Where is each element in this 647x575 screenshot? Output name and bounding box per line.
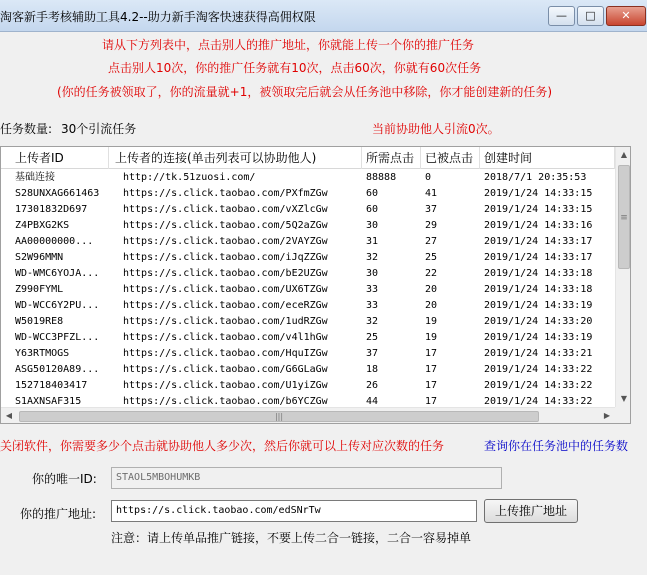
notice-line-3: (你的任务被领取了，你的流量就+1，被领取完后就会从任务池中移除，你才能创建新的任务): [57, 85, 553, 99]
cell-clicked: 37: [425, 204, 438, 215]
cell-link: https://s.click.taobao.com/HquIZGw: [123, 348, 328, 359]
cell-clicked: 29: [425, 220, 438, 231]
column-header-created-time[interactable]: 创建时间: [480, 147, 615, 169]
cell-required-clicks: 88888: [366, 172, 397, 183]
cell-required-clicks: 33: [366, 284, 379, 295]
cell-link: https://s.click.taobao.com/b6YCZGw: [123, 396, 328, 407]
cell-link: https://s.click.taobao.com/bE2UZGw: [123, 268, 328, 279]
close-button[interactable]: ✕: [606, 6, 646, 26]
column-header-clicked[interactable]: 已被点击: [421, 147, 480, 169]
promo-url-input[interactable]: https://s.click.taobao.com/edSNrTw: [111, 500, 477, 522]
cell-clicked: 25: [425, 252, 438, 263]
cell-link: https://s.click.taobao.com/PXfmZGw: [123, 188, 328, 199]
cell-uploader-id: Y63RTMOGS: [15, 348, 70, 359]
cell-created-time: 2019/1/24 14:33:15: [484, 188, 593, 199]
table-row[interactable]: [1, 218, 615, 234]
cell-link: https://s.click.taobao.com/vXZlcGw: [123, 204, 328, 215]
cell-clicked: 19: [425, 316, 438, 327]
notice-line-2: 点击别人10次，你的推广任务就有10次，点击60次，你就有60次任务: [108, 61, 482, 75]
warning-text: 关闭软件，你需要多少个点击就协助他人多少次，然后你就可以上传对应次数的任务: [0, 439, 445, 453]
cell-uploader-id: W5019RE8: [15, 316, 64, 327]
cell-required-clicks: 32: [366, 252, 379, 263]
task-table[interactable]: [0, 146, 631, 424]
scroll-right-arrow-icon[interactable]: ▶: [603, 411, 611, 420]
cell-link: https://s.click.taobao.com/v4l1hGw: [123, 332, 328, 343]
cell-link: https://s.click.taobao.com/2VAYZGw: [123, 236, 328, 247]
title-bar: [0, 0, 647, 32]
scroll-down-arrow-icon[interactable]: ▼: [620, 394, 628, 403]
cell-required-clicks: 25: [366, 332, 379, 343]
cell-clicked: 17: [425, 364, 438, 375]
query-tasks-link[interactable]: 查询你在任务池中的任务数: [484, 439, 629, 453]
cell-required-clicks: 30: [366, 220, 379, 231]
minimize-button[interactable]: —: [548, 6, 575, 26]
cell-link: https://s.click.taobao.com/U1yiZGw: [123, 380, 328, 391]
cell-created-time: 2019/1/24 14:33:19: [484, 332, 593, 343]
task-count-value: 30个引流任务: [61, 122, 137, 136]
cell-clicked: 17: [425, 348, 438, 359]
cell-created-time: 2019/1/24 14:33:22: [484, 364, 593, 375]
cell-required-clicks: 31: [366, 236, 379, 247]
cell-created-time: 2019/1/24 14:33:16: [484, 220, 593, 231]
cell-created-time: 2019/1/24 14:33:19: [484, 300, 593, 311]
cell-uploader-id: Z4PBXG2KS: [15, 220, 70, 231]
cell-link: https://s.click.taobao.com/iJqZZGw: [123, 252, 328, 263]
table-body: [1, 170, 615, 407]
note-text: 注意：请上传单品推广链接，不要上传二合一链接，二合一容易掉单: [111, 531, 472, 545]
cell-created-time: 2018/7/1 20:35:53: [484, 172, 587, 183]
cell-required-clicks: 30: [366, 268, 379, 279]
cell-uploader-id: AA00000000...: [15, 236, 94, 247]
table-row[interactable]: [1, 314, 615, 330]
cell-created-time: 2019/1/24 14:33:18: [484, 284, 593, 295]
cell-created-time: 2019/1/24 14:33:18: [484, 268, 593, 279]
cell-clicked: 20: [425, 300, 438, 311]
unique-id-label: 你的唯一ID:: [32, 472, 97, 486]
cell-required-clicks: 37: [366, 348, 379, 359]
cell-created-time: 2019/1/24 14:33:17: [484, 252, 593, 263]
table-row[interactable]: [1, 266, 615, 282]
unique-id-field[interactable]: STAOL5MBOHUMKB: [111, 467, 502, 489]
cell-link: https://s.click.taobao.com/5Q2aZGw: [123, 220, 328, 231]
table-row[interactable]: [1, 330, 615, 346]
column-header-link[interactable]: 上传者的连接(单击列表可以协助他人): [109, 147, 362, 169]
cell-uploader-id: WD-WCC3PFZL...: [15, 332, 100, 343]
cell-link: https://s.click.taobao.com/eceRZGw: [123, 300, 328, 311]
cell-created-time: 2019/1/24 14:33:20: [484, 316, 593, 327]
cell-required-clicks: 60: [366, 188, 379, 199]
window-title: 淘客新手考核辅助工具4.2--助力新手淘客快速获得高佣权限: [0, 10, 316, 24]
table-row[interactable]: [1, 186, 615, 202]
cell-created-time: 2019/1/24 14:33:22: [484, 396, 593, 407]
cell-uploader-id: Z990FYML: [15, 284, 64, 295]
vertical-scroll-thumb[interactable]: ≡: [618, 165, 630, 269]
column-header-uploader-id[interactable]: 上传者ID: [1, 147, 109, 169]
cell-uploader-id: S1AXNSAF315: [15, 396, 82, 407]
cell-link: https://s.click.taobao.com/1udRZGw: [123, 316, 328, 327]
cell-clicked: 27: [425, 236, 438, 247]
cell-created-time: 2019/1/24 14:33:15: [484, 204, 593, 215]
cell-uploader-id: 17301832D697: [15, 204, 88, 215]
cell-clicked: 22: [425, 268, 438, 279]
cell-clicked: 19: [425, 332, 438, 343]
notice-line-1: 请从下方列表中，点击别人的推广地址，你就能上传一个你的推广任务: [102, 38, 475, 52]
cell-required-clicks: 60: [366, 204, 379, 215]
cell-created-time: 2019/1/24 14:33:17: [484, 236, 593, 247]
scrollbar-corner: [615, 407, 631, 424]
scroll-up-arrow-icon[interactable]: ▲: [620, 150, 628, 159]
scroll-left-arrow-icon[interactable]: ◀: [5, 411, 13, 420]
table-row[interactable]: [1, 170, 615, 186]
column-header-required-clicks[interactable]: 所需点击: [362, 147, 421, 169]
cell-clicked: 17: [425, 380, 438, 391]
table-row[interactable]: [1, 394, 615, 407]
table-row[interactable]: [1, 282, 615, 298]
cell-created-time: 2019/1/24 14:33:21: [484, 348, 593, 359]
horizontal-scroll-thumb[interactable]: |||: [19, 411, 539, 422]
cell-clicked: 20: [425, 284, 438, 295]
cell-created-time: 2019/1/24 14:33:22: [484, 380, 593, 391]
table-header: [1, 147, 615, 169]
cell-clicked: 0: [425, 172, 432, 183]
cell-link: http://tk.51zuosi.com/: [123, 172, 256, 183]
table-row[interactable]: [1, 234, 615, 250]
table-row[interactable]: [1, 346, 615, 362]
cell-uploader-id: S28UNXAG661463: [15, 188, 100, 199]
promo-url-label: 你的推广地址:: [20, 507, 97, 521]
cell-link: https://s.click.taobao.com/G6GLaGw: [123, 364, 328, 375]
upload-button[interactable]: 上传推广地址: [484, 499, 578, 523]
cell-required-clicks: 33: [366, 300, 379, 311]
table-row[interactable]: [1, 250, 615, 266]
cell-uploader-id: 152718403417: [15, 380, 88, 391]
cell-uploader-id: S2W96MMN: [15, 252, 64, 263]
cell-uploader-id: WD-WCC6Y2PU...: [15, 300, 100, 311]
helped-count-text: 当前协助他人引流0次。: [372, 122, 500, 136]
cell-required-clicks: 44: [366, 396, 379, 407]
table-row[interactable]: [1, 298, 615, 314]
cell-uploader-id: WD-WMC6YOJA...: [15, 268, 100, 279]
cell-link: https://s.click.taobao.com/UX6TZGw: [123, 284, 328, 295]
cell-uploader-id: ASG50120A89...: [15, 364, 100, 375]
table-row[interactable]: [1, 378, 615, 394]
cell-clicked: 41: [425, 188, 438, 199]
cell-required-clicks: 32: [366, 316, 379, 327]
cell-required-clicks: 18: [366, 364, 379, 375]
main-panel: [0, 32, 647, 575]
table-row[interactable]: [1, 362, 615, 378]
horizontal-scrollbar[interactable]: [1, 407, 615, 424]
cell-clicked: 17: [425, 396, 438, 407]
vertical-scrollbar[interactable]: [615, 147, 631, 407]
cell-required-clicks: 26: [366, 380, 379, 391]
task-count-label: 任务数量:: [0, 122, 53, 136]
cell-uploader-id: 基础连接: [15, 172, 55, 183]
maximize-button[interactable]: □: [577, 6, 604, 26]
table-row[interactable]: [1, 202, 615, 218]
